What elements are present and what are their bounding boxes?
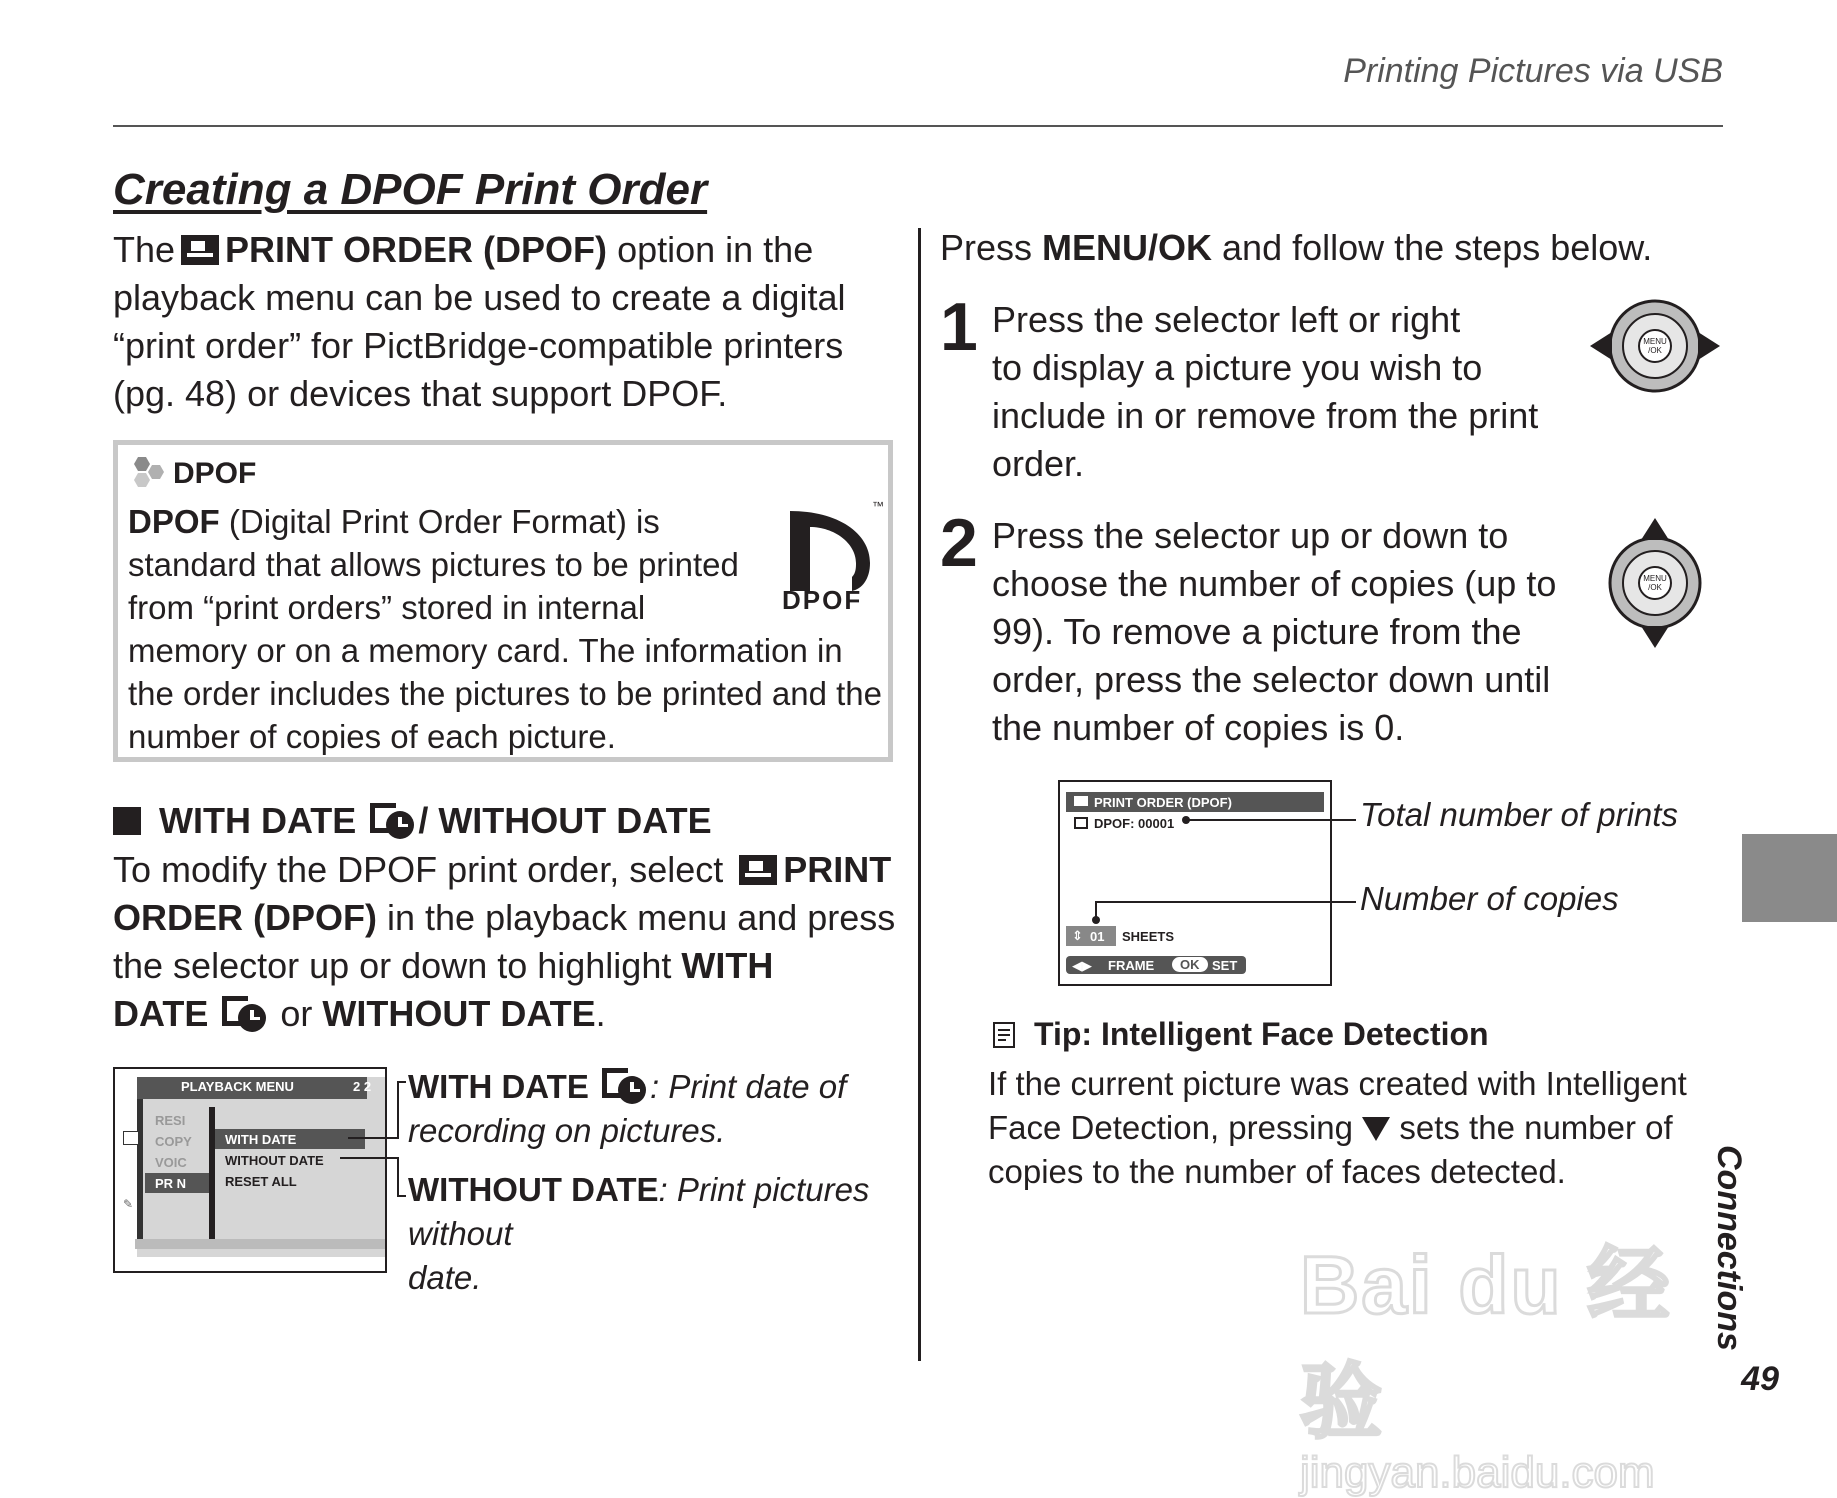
tip-title: Tip: Intelligent Face Detection [1034,1016,1489,1052]
box-text-line: memory or on a memory card. The information in [128,632,843,669]
menu-callout-lines [340,1080,410,1200]
sheets-label: SHEETS [1122,929,1175,944]
box-title: DPOF [173,457,257,490]
step-2-number: 2 [940,505,978,581]
date-clock-icon [602,1068,646,1104]
column-divider [918,228,921,1361]
step-line: to display a picture you wish to [992,347,1483,388]
para-text: in the playback menu and press [377,897,896,938]
side-tab-label: Connections [1710,1145,1748,1351]
svg-text:/OK: /OK [1648,583,1662,592]
para-bold: WITH [681,945,774,986]
tip-text [988,1062,1708,1194]
para-bold: PRINT [783,849,892,890]
frame-label: FRAME [1108,958,1155,973]
box-text-part: ormat) is [531,503,660,540]
press-text: Press [940,227,1043,268]
menu-item: COPY [155,1134,192,1149]
para-bold: ORDER (DPOF) [113,897,377,938]
box-text-line: standard that allows pictures to be printed [128,546,739,583]
tip-line: If the current picture was created with Intelligent [988,1065,1687,1102]
section-title: Creating a DPOF Print Order [113,165,708,214]
box-text-part: D [239,503,264,540]
date-section-heading [113,800,712,842]
date-section-paragraph [113,846,903,1038]
menu-ok-label: MENU/OK [1042,227,1213,268]
menu-page: 2 2 [353,1079,372,1094]
box-text-line: from “print orders” stored in internal [128,589,646,626]
dpof-bold: DPOF [128,503,220,540]
menu-item: RESI [155,1113,186,1128]
up-down-arrows-icon: ⇕ [1072,928,1083,943]
menu-option-with-date: WITH DATE [225,1132,297,1147]
callout-total-prints: Total number of prints [1360,796,1678,833]
menu-option-reset-all: RESET ALL [225,1174,297,1189]
side-tab [1742,834,1837,922]
heading-without-date: / WITHOUT DATE [418,800,712,841]
tip-line: sets the number of [1390,1109,1673,1146]
step-line: 99). To remove a picture from the [992,611,1522,652]
callout-without-date [408,1168,908,1300]
set-label: SET [1212,958,1238,973]
box-text-line: number of copies of each picture. [128,718,616,755]
menu-option-without-date: WITHOUT DATE [225,1153,324,1168]
page-header-title: Printing Pictures via USB [1343,52,1723,90]
sheets-number: 01 [1090,929,1105,944]
press-text: and follow the steps below. [1212,227,1653,268]
print-order-icon [739,855,777,885]
intro-text: (pg. 48) or devices that support DPOF. [113,373,728,414]
menu-item: VOIC [155,1155,187,1170]
wrench-icon: ✎ [123,1197,134,1211]
press-menu-instruction [940,224,1652,272]
watermark-brand: Bai du 经验 [1300,1240,1672,1448]
step-line: order, press the selector down until [992,659,1551,700]
dpof-logo-text: DPOF [782,585,863,615]
selector-up-down-icon [1605,518,1705,648]
callout-text: date. [408,1259,482,1296]
step-line: include in or remove from the print [992,395,1539,436]
intro-text: option in the [617,229,814,270]
dpof-logo [778,499,888,615]
callout-text: recording on pictures. [408,1112,726,1149]
tip-line: copies to the number of faces detected. [988,1153,1566,1190]
box-text [128,500,888,758]
play-tab-icon [123,1131,139,1145]
box-text-part: igital [263,503,341,540]
print-order-icon [181,235,219,265]
page-number: 49 [1741,1360,1779,1398]
print-screen-callout-lines [1058,780,1358,940]
menu-item: PR N [155,1176,187,1191]
baidu-watermark [1300,1220,1740,1497]
date-clock-icon [222,996,266,1032]
step-1-number: 1 [940,289,978,365]
svg-text:MENU: MENU [1643,337,1667,346]
intro-text: playback menu can be used to create a digital [113,277,846,318]
callout-text: : Print pictures without [408,1171,870,1252]
step-line: choose the number of copies (up to [992,563,1557,604]
heading-with-date: WITH DATE [159,800,357,841]
callout-text: : Print date of [650,1068,847,1105]
box-text-part: rder [443,503,512,540]
dpof-count: DPOF: 00001 [1094,816,1175,831]
callout-bold: WITH DATE [408,1068,589,1105]
trademark: ™ [872,499,884,513]
callout-number-copies: Number of copies [1360,880,1619,917]
step-1-text [992,296,1572,488]
print-order-label: PRINT ORDER (DPOF) [225,229,608,270]
note-icon [128,455,168,495]
down-triangle-icon [1362,1117,1390,1141]
box-text-part: O [417,503,444,540]
step-2-text [992,512,1572,752]
step-line: Press the selector up or down to [992,515,1509,556]
square-bullet-icon [113,807,141,835]
menu-title: PLAYBACK MENU [181,1079,294,1094]
step-line: Press the selector left or right [992,299,1461,340]
para-text: . [595,993,606,1034]
header-rule [113,125,1723,127]
box-text-part: P [340,503,363,540]
tip-line: Face Detection, pressing [988,1109,1363,1146]
box-text-part: rint [362,503,418,540]
screen-title: PRINT ORDER (DPOF) [1094,795,1232,810]
selector-left-right-icon [1590,296,1720,396]
intro-text: “print order” for PictBridge-compatible printers [113,325,844,366]
para-text: To modify the DPOF print order, select [113,849,724,890]
dpof-info-box [113,440,893,762]
box-text-part: ( [228,503,240,540]
box-text-part: F [511,503,532,540]
intro-paragraph [113,226,893,418]
para-text: the selector up or down to highlight [113,945,682,986]
step-line: the number of copies is 0. [992,707,1405,748]
para-bold: DATE [113,993,209,1034]
ok-button-icon: OK [1172,957,1208,972]
intro-text: The [113,229,176,270]
callout-bold: WITHOUT DATE [408,1171,659,1208]
date-clock-icon [370,803,414,839]
watermark-url: jingyan.baidu.com [1300,1448,1655,1497]
svg-text:MENU: MENU [1643,574,1667,583]
para-text: or [270,993,323,1034]
left-right-arrows-icon: ◀▶ [1072,958,1092,973]
svg-text:/OK: /OK [1648,346,1662,355]
box-text-line: the order includes the pictures to be printed and the [128,675,882,712]
tip-icon [990,1020,1020,1050]
callout-with-date [408,1065,908,1153]
step-line: order. [992,443,1085,484]
para-bold: WITHOUT DATE [322,993,596,1034]
